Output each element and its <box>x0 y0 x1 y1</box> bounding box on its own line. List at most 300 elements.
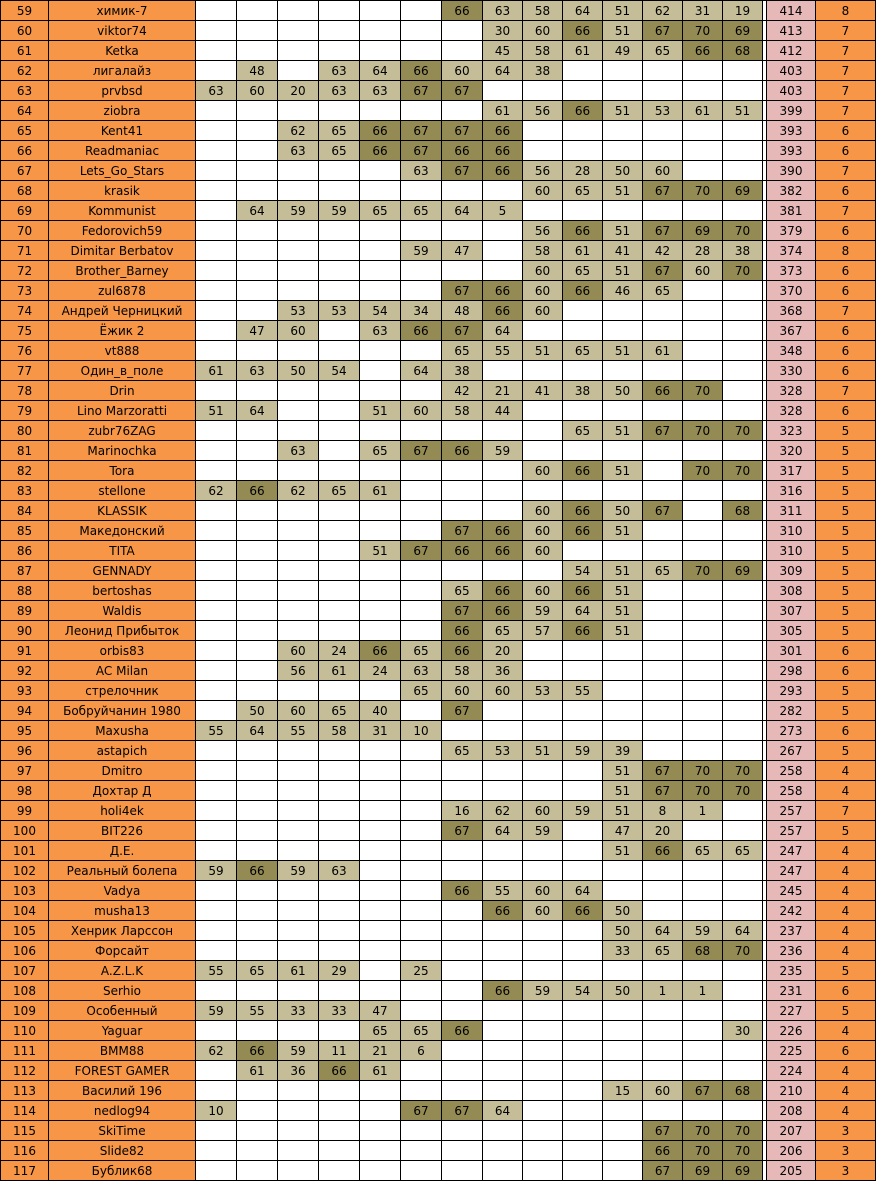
score-cell <box>401 501 442 521</box>
score-cell: 68 <box>683 941 723 961</box>
games-count-cell: 3 <box>816 1161 876 1181</box>
score-cell <box>683 861 723 881</box>
score-cell <box>643 441 683 461</box>
score-cell: 61 <box>683 101 723 121</box>
rank-cell: 117 <box>1 1161 49 1181</box>
score-cell: 30 <box>723 1021 763 1041</box>
score-cell <box>723 681 763 701</box>
score-cell <box>360 941 401 961</box>
rank-cell: 101 <box>1 841 49 861</box>
score-cell <box>360 961 401 981</box>
score-cell: 65 <box>483 621 523 641</box>
score-cell <box>643 861 683 881</box>
score-cell <box>196 1021 237 1041</box>
score-cell: 61 <box>643 341 683 361</box>
score-cell <box>603 881 643 901</box>
score-cell: 66 <box>360 641 401 661</box>
score-cell <box>360 981 401 1001</box>
score-cell <box>360 901 401 921</box>
score-cell <box>563 1001 603 1021</box>
score-cell <box>563 841 603 861</box>
score-cell <box>319 181 360 201</box>
score-cell <box>683 821 723 841</box>
score-cell <box>603 121 643 141</box>
score-cell: 59 <box>196 1001 237 1021</box>
score-cell: 67 <box>442 521 483 541</box>
score-cell <box>683 1101 723 1121</box>
score-cell <box>401 781 442 801</box>
score-cell: 61 <box>360 481 401 501</box>
score-cell <box>723 361 763 381</box>
score-cell: 51 <box>603 181 643 201</box>
score-cell <box>278 681 319 701</box>
total-points-cell: 309 <box>767 561 816 581</box>
score-cell: 38 <box>563 381 603 401</box>
score-cell <box>401 901 442 921</box>
score-cell: 66 <box>563 901 603 921</box>
table-row <box>1 401 876 421</box>
score-cell: 51 <box>523 741 563 761</box>
score-cell <box>319 241 360 261</box>
score-cell <box>237 681 278 701</box>
score-cell <box>523 701 563 721</box>
score-cell <box>442 721 483 741</box>
score-cell <box>723 301 763 321</box>
rank-cell: 89 <box>1 601 49 621</box>
score-cell <box>319 901 360 921</box>
player-name-cell: prvbsd <box>49 81 196 101</box>
table-row <box>1 1141 876 1161</box>
score-cell <box>603 401 643 421</box>
score-cell: 51 <box>603 341 643 361</box>
score-cell <box>683 161 723 181</box>
total-points-cell: 236 <box>767 941 816 961</box>
score-cell: 66 <box>483 161 523 181</box>
score-cell <box>723 441 763 461</box>
score-cell <box>196 941 237 961</box>
score-cell <box>523 941 563 961</box>
score-cell <box>683 281 723 301</box>
score-cell <box>319 881 360 901</box>
score-cell <box>563 761 603 781</box>
total-points-cell: 381 <box>767 201 816 221</box>
score-cell: 63 <box>319 861 360 881</box>
score-cell <box>237 381 278 401</box>
score-cell <box>523 121 563 141</box>
score-cell <box>523 1141 563 1161</box>
score-cell <box>683 521 723 541</box>
score-cell <box>401 181 442 201</box>
score-cell <box>319 221 360 241</box>
score-cell: 16 <box>442 801 483 821</box>
games-count-cell: 7 <box>816 801 876 821</box>
table-row <box>1 201 876 221</box>
score-cell <box>196 341 237 361</box>
score-cell: 47 <box>360 1001 401 1021</box>
score-cell: 63 <box>319 81 360 101</box>
player-name-cell: Kommunist <box>49 201 196 221</box>
score-cell <box>401 1161 442 1181</box>
table-row <box>1 721 876 741</box>
score-cell: 60 <box>442 61 483 81</box>
rank-cell: 69 <box>1 201 49 221</box>
games-count-cell: 6 <box>816 221 876 241</box>
score-cell <box>643 601 683 621</box>
score-cell <box>319 441 360 461</box>
player-name-cell: Kent41 <box>49 121 196 141</box>
score-cell <box>196 701 237 721</box>
score-cell <box>319 261 360 281</box>
score-cell: 60 <box>523 181 563 201</box>
score-cell <box>643 81 683 101</box>
score-cell <box>523 661 563 681</box>
score-cell <box>563 81 603 101</box>
score-cell <box>278 901 319 921</box>
score-cell: 67 <box>643 1161 683 1181</box>
rank-cell: 94 <box>1 701 49 721</box>
total-points-cell: 374 <box>767 241 816 261</box>
score-cell <box>278 461 319 481</box>
score-cell <box>196 681 237 701</box>
score-cell <box>196 41 237 61</box>
player-name-cell: Ketka <box>49 41 196 61</box>
score-cell <box>319 781 360 801</box>
score-cell: 44 <box>483 401 523 421</box>
score-cell: 65 <box>401 1021 442 1041</box>
score-cell <box>442 841 483 861</box>
player-name-cell: krasik <box>49 181 196 201</box>
score-cell <box>196 541 237 561</box>
score-cell <box>563 1101 603 1121</box>
score-cell: 69 <box>723 181 763 201</box>
score-cell: 60 <box>523 901 563 921</box>
score-cell <box>483 1081 523 1101</box>
score-cell: 66 <box>237 1041 278 1061</box>
table-row <box>1 361 876 381</box>
score-cell <box>401 1141 442 1161</box>
score-cell: 66 <box>483 141 523 161</box>
score-cell <box>237 1101 278 1121</box>
score-cell: 42 <box>442 381 483 401</box>
player-name-cell: Бублик68 <box>49 1161 196 1181</box>
score-cell: 33 <box>319 1001 360 1021</box>
score-cell <box>401 981 442 1001</box>
score-cell <box>442 21 483 41</box>
score-cell <box>723 981 763 1001</box>
total-points-cell: 210 <box>767 1081 816 1101</box>
score-cell <box>237 841 278 861</box>
score-cell: 56 <box>278 661 319 681</box>
rank-cell: 92 <box>1 661 49 681</box>
score-cell <box>319 461 360 481</box>
score-cell: 60 <box>643 1081 683 1101</box>
rank-cell: 93 <box>1 681 49 701</box>
total-points-cell: 316 <box>767 481 816 501</box>
score-cell <box>643 541 683 561</box>
score-cell <box>278 541 319 561</box>
score-cell <box>723 601 763 621</box>
player-name-cell: bertoshas <box>49 581 196 601</box>
score-cell <box>196 981 237 1001</box>
score-cell <box>723 61 763 81</box>
score-cell <box>643 1041 683 1061</box>
score-cell: 54 <box>563 561 603 581</box>
score-cell: 48 <box>442 301 483 321</box>
score-cell: 53 <box>319 301 360 321</box>
score-cell <box>723 341 763 361</box>
score-cell <box>563 701 603 721</box>
score-cell: 63 <box>360 321 401 341</box>
score-cell: 47 <box>237 321 278 341</box>
score-cell: 20 <box>278 81 319 101</box>
score-cell <box>683 501 723 521</box>
score-cell: 58 <box>523 41 563 61</box>
score-cell: 66 <box>643 841 683 861</box>
score-cell: 60 <box>523 261 563 281</box>
score-cell <box>563 1061 603 1081</box>
score-cell: 70 <box>683 1141 723 1161</box>
score-cell: 67 <box>401 1101 442 1121</box>
score-cell <box>563 301 603 321</box>
total-points-cell: 413 <box>767 21 816 41</box>
score-cell <box>196 521 237 541</box>
player-name-cell: Fedorovich59 <box>49 221 196 241</box>
score-cell <box>603 1041 643 1061</box>
score-cell <box>563 541 603 561</box>
player-name-cell: AC Milan <box>49 661 196 681</box>
score-cell <box>360 861 401 881</box>
total-points-cell: 373 <box>767 261 816 281</box>
rank-cell: 82 <box>1 461 49 481</box>
score-cell <box>278 881 319 901</box>
player-name-cell: Дохтар Д <box>49 781 196 801</box>
score-cell <box>237 121 278 141</box>
score-cell: 63 <box>360 81 401 101</box>
score-cell <box>360 1101 401 1121</box>
score-cell <box>278 401 319 421</box>
rank-cell: 76 <box>1 341 49 361</box>
score-cell <box>523 1041 563 1061</box>
score-cell: 70 <box>683 461 723 481</box>
score-cell <box>483 961 523 981</box>
score-cell <box>483 1021 523 1041</box>
rank-cell: 86 <box>1 541 49 561</box>
player-name-cell: Македонский <box>49 521 196 541</box>
score-cell <box>278 941 319 961</box>
score-cell <box>563 361 603 381</box>
score-cell <box>319 161 360 181</box>
score-cell <box>319 541 360 561</box>
score-cell <box>278 581 319 601</box>
score-cell <box>401 621 442 641</box>
score-cell <box>278 221 319 241</box>
score-cell <box>237 181 278 201</box>
score-cell <box>278 101 319 121</box>
score-cell <box>483 261 523 281</box>
score-cell <box>196 921 237 941</box>
score-cell: 1 <box>683 801 723 821</box>
rank-cell: 73 <box>1 281 49 301</box>
games-count-cell: 4 <box>816 1061 876 1081</box>
rank-cell: 81 <box>1 441 49 461</box>
score-cell <box>683 721 723 741</box>
score-cell: 64 <box>237 721 278 741</box>
total-points-cell: 379 <box>767 221 816 241</box>
table-row <box>1 161 876 181</box>
rank-cell: 99 <box>1 801 49 821</box>
score-cell: 67 <box>401 81 442 101</box>
rank-cell: 67 <box>1 161 49 181</box>
score-cell: 51 <box>603 561 643 581</box>
score-cell <box>603 961 643 981</box>
games-count-cell: 6 <box>816 721 876 741</box>
score-cell: 70 <box>723 761 763 781</box>
score-cell: 65 <box>237 961 278 981</box>
score-cell: 65 <box>442 741 483 761</box>
score-cell <box>196 621 237 641</box>
score-cell <box>278 921 319 941</box>
score-cell <box>360 1121 401 1141</box>
score-cell: 64 <box>401 361 442 381</box>
score-cell <box>360 521 401 541</box>
score-cell: 66 <box>563 581 603 601</box>
score-cell <box>603 1101 643 1121</box>
rank-cell: 66 <box>1 141 49 161</box>
score-cell: 61 <box>483 101 523 121</box>
score-cell <box>319 821 360 841</box>
score-cell <box>683 341 723 361</box>
score-cell <box>683 441 723 461</box>
table-row <box>1 821 876 841</box>
score-cell <box>603 1061 643 1081</box>
score-cell <box>360 841 401 861</box>
table-row <box>1 281 876 301</box>
player-name-cell: Marinochka <box>49 441 196 461</box>
games-count-cell: 4 <box>816 861 876 881</box>
score-cell <box>401 561 442 581</box>
score-cell <box>401 761 442 781</box>
score-cell <box>523 1021 563 1041</box>
score-cell: 70 <box>723 261 763 281</box>
score-cell: 51 <box>196 401 237 421</box>
score-cell <box>278 801 319 821</box>
score-cell <box>278 1121 319 1141</box>
total-points-cell: 258 <box>767 781 816 801</box>
score-cell: 50 <box>278 361 319 381</box>
score-cell <box>683 1041 723 1061</box>
score-cell <box>603 301 643 321</box>
rank-cell: 113 <box>1 1081 49 1101</box>
score-cell: 67 <box>442 121 483 141</box>
score-cell <box>196 441 237 461</box>
score-cell <box>683 961 723 981</box>
score-cell <box>237 821 278 841</box>
score-cell <box>643 141 683 161</box>
score-cell: 10 <box>196 1101 237 1121</box>
score-cell: 66 <box>563 101 603 121</box>
ranking-table-body <box>1 1 876 1181</box>
score-cell <box>442 501 483 521</box>
table-row <box>1 261 876 281</box>
table-row <box>1 741 876 761</box>
score-cell: 67 <box>442 601 483 621</box>
score-cell: 62 <box>643 1 683 21</box>
score-cell: 38 <box>723 241 763 261</box>
player-name-cell: химик-7 <box>49 1 196 21</box>
score-cell <box>563 1081 603 1101</box>
score-cell <box>360 381 401 401</box>
score-cell <box>683 1061 723 1081</box>
score-cell: 66 <box>483 121 523 141</box>
score-cell <box>360 161 401 181</box>
score-cell: 65 <box>401 681 442 701</box>
score-cell <box>278 781 319 801</box>
score-cell <box>603 81 643 101</box>
score-cell: 42 <box>643 241 683 261</box>
score-cell <box>483 941 523 961</box>
score-cell <box>278 181 319 201</box>
score-cell <box>401 381 442 401</box>
score-cell <box>603 201 643 221</box>
score-cell: 54 <box>563 981 603 1001</box>
score-cell <box>442 561 483 581</box>
rank-cell: 100 <box>1 821 49 841</box>
score-cell <box>643 301 683 321</box>
score-cell: 41 <box>603 241 643 261</box>
score-cell <box>723 541 763 561</box>
score-cell <box>360 821 401 841</box>
score-cell: 67 <box>683 1081 723 1101</box>
games-count-cell: 5 <box>816 441 876 461</box>
score-cell <box>319 1121 360 1141</box>
score-cell: 61 <box>563 241 603 261</box>
score-cell <box>360 761 401 781</box>
games-count-cell: 4 <box>816 1101 876 1121</box>
total-points-cell: 305 <box>767 621 816 641</box>
score-cell <box>360 581 401 601</box>
score-cell: 65 <box>643 941 683 961</box>
score-cell <box>401 461 442 481</box>
score-cell: 59 <box>683 921 723 941</box>
score-cell: 59 <box>319 201 360 221</box>
score-cell: 51 <box>603 101 643 121</box>
player-name-cell: Lino Marzoratti <box>49 401 196 421</box>
table-row <box>1 1001 876 1021</box>
score-cell <box>278 741 319 761</box>
score-cell <box>401 101 442 121</box>
score-cell: 65 <box>563 341 603 361</box>
score-cell: 55 <box>278 721 319 741</box>
rank-cell: 116 <box>1 1141 49 1161</box>
score-cell <box>237 541 278 561</box>
games-count-cell: 6 <box>816 121 876 141</box>
score-cell <box>237 441 278 461</box>
score-cell: 51 <box>603 601 643 621</box>
table-row <box>1 861 876 881</box>
player-name-cell: FOREST GAMER <box>49 1061 196 1081</box>
score-cell <box>401 481 442 501</box>
score-cell: 41 <box>523 381 563 401</box>
rank-cell: 109 <box>1 1001 49 1021</box>
rank-cell: 103 <box>1 881 49 901</box>
score-cell: 31 <box>360 721 401 741</box>
total-points-cell: 308 <box>767 581 816 601</box>
score-cell: 57 <box>523 621 563 641</box>
score-cell: 28 <box>563 161 603 181</box>
score-cell: 60 <box>523 21 563 41</box>
score-cell: 70 <box>683 561 723 581</box>
score-cell: 65 <box>319 141 360 161</box>
